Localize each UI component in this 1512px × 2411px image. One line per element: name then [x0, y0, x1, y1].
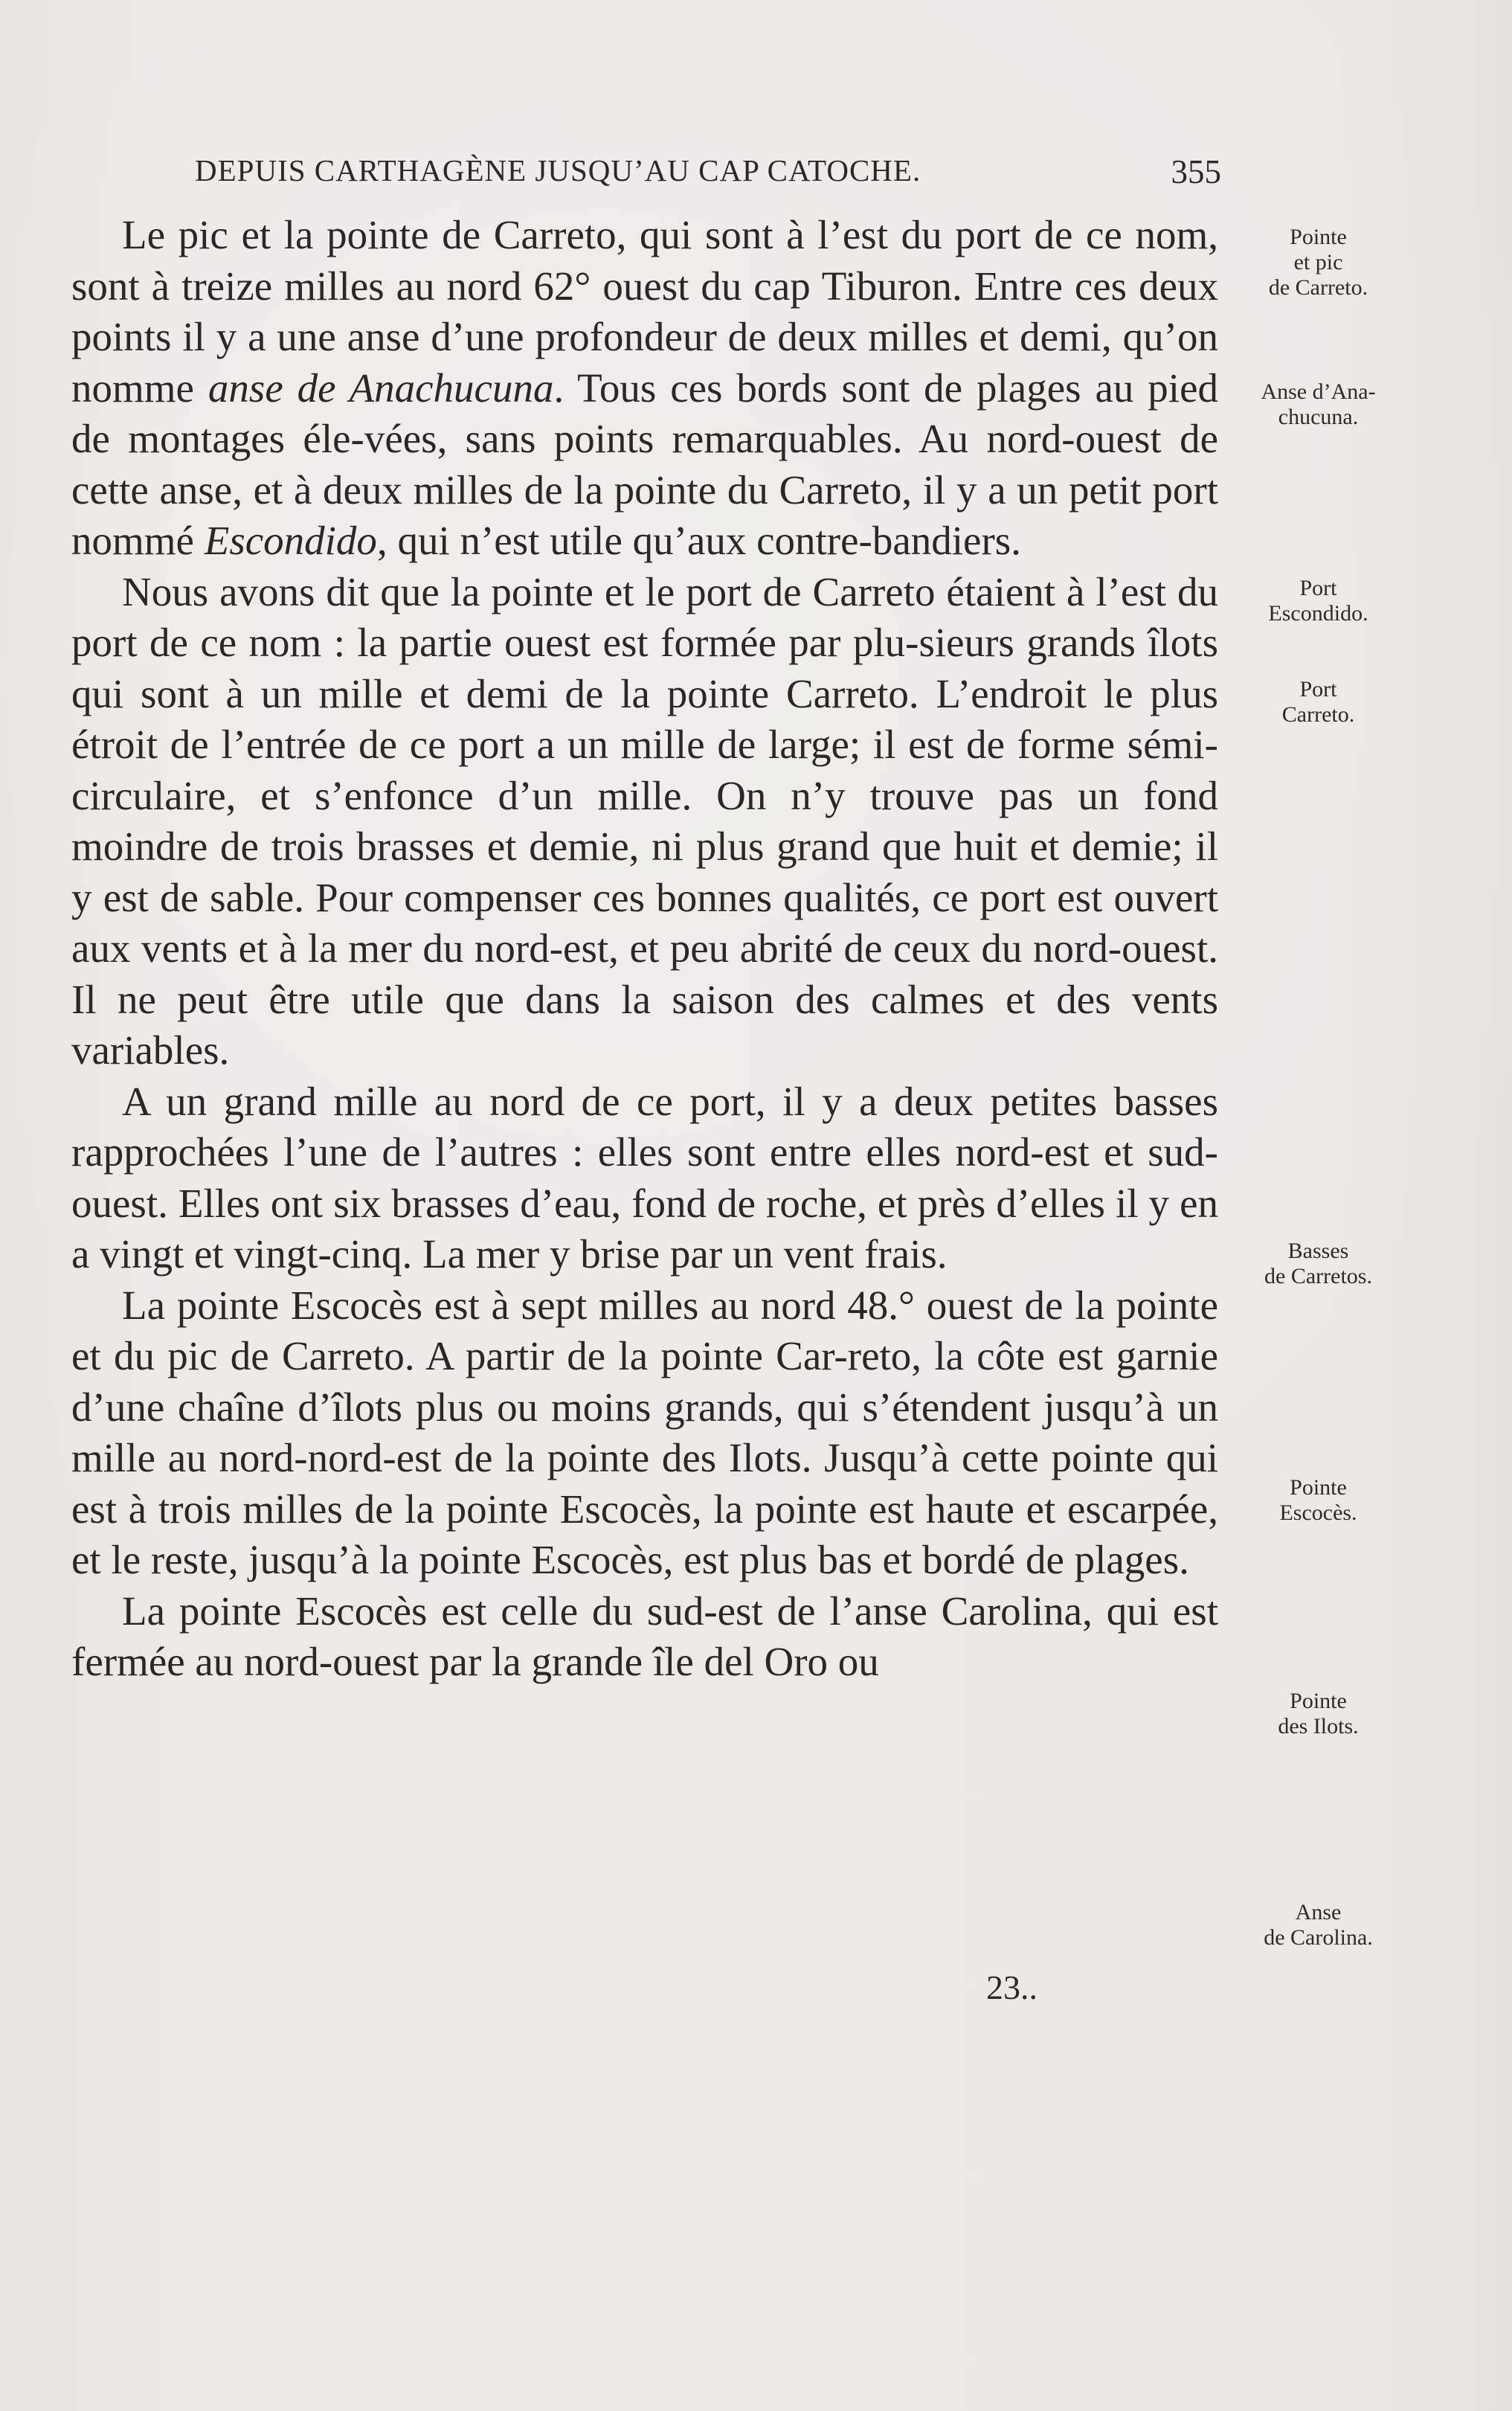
- paragraph-carreto-shoals: A un grand mille au nord de ce port, il y a deux petites basses rapprochées l’une de l’autres : elles sont entre elles nord-est et sud-ouest. Elles ont six brasses d’eau, fond de roche, et près d’elles il y en a vingt et vingt-cinq. La mer y brise par un vent frais.: [71, 1078, 1218, 1277]
- paragraph-carreto-point-end: , qui n’est utile qu’aux contre-bandiers.: [376, 518, 1021, 563]
- escondido-italic: Escondido: [204, 518, 377, 563]
- paragraph-carreto-point-middle: . Tous ces bords sont de plages au pied de montages éle-vées, sans points remarquables. Au nord-ouest de cette anse, et à deux milles de la pointe du Carreto, il y a un petit port nommé: [71, 365, 1219, 563]
- paragraph-carreto-point-text: Le pic et la pointe de Carreto, qui sont à l’est du port de ce nom, sont à treize milles au nord 62° ouest du cap Tiburon. Entre ces deux points il y a une anse d’une profondeur de deux milles et demi, qu’on nomme: [71, 212, 1218, 411]
- marginal-note-pointe-ilots: Pointe des Ilots.: [1278, 1689, 1359, 1739]
- paragraph-carolina-cove: La pointe Escocès est celle du sud-est de l’anse Carolina, qui est fermée au nord-ouest par la grande île del Oro ou: [71, 1587, 1218, 1684]
- marginal-note-pointe-escoces: Pointe Escocès.: [1279, 1475, 1357, 1525]
- marginal-note-basses-carretos: Basses de Carretos.: [1264, 1239, 1372, 1288]
- marginal-note-port-carreto: Port Carreto.: [1281, 677, 1355, 727]
- main-text-column: [71, 210, 1218, 1688]
- printer-signature-mark: 23..: [986, 1968, 1038, 2006]
- marginal-note-anse-carolina: Anse de Carolina.: [1264, 1900, 1373, 1950]
- running-head: [195, 153, 1221, 197]
- marginal-note-anse-anachucuna: Anse d’Ana- chucuna.: [1261, 379, 1376, 429]
- marginal-note-port-escondido: Port Escondido.: [1268, 576, 1368, 626]
- marginal-note-pointe-pic-carreto: Pointe et pic de Carreto.: [1268, 225, 1368, 300]
- anse-anachucuna-italic: anse de Anachucuna: [208, 365, 554, 411]
- paragraph-carreto-point: [71, 210, 1218, 567]
- running-head-title: DEPUIS CARTHAGÈNE JUSQU’AU CAP CATOCHE.: [195, 153, 921, 187]
- paragraph-carreto-port: Nous avons dit que la pointe et le port de Carreto étaient à l’est du port de ce nom : la partie ouest est formée par plu-sieurs grands îlots qui sont à un mille et demi de la pointe Carreto. L’endroit le plus étroit de l’entrée de ce port a un mille de large; il est de forme sémi-circulaire, et s’enfonce d’un mille. On n’y trouve pas un fond moindre de trois brasses et demie, ni plus grand que huit et demie; il y est de sable. Pour compenser ces bonnes qualités, ce port est ouvert aux vents et à la mer du nord-est, et peu abrité de ceux du nord-ouest. Il ne peut être utile que dans la saison des calmes et des vents variables.: [71, 568, 1218, 1073]
- paragraph-escoces-point: La pointe Escocès est à sept milles au nord 48.° ouest de la pointe et du pic de Carreto. A partir de la pointe Car-reto, la côte est garnie d’une chaîne d’îlots plus ou moins grands, qui s’étendent jusqu’à un mille au nord-nord-est de la pointe des Ilots. Jusqu’à cette pointe qui est à trois milles de la pointe Escocès, la pointe est haute et escarpée, et le reste, jusqu’à la pointe Escocès, est plus bas et bordé de plages.: [71, 1282, 1218, 1582]
- page-number: 355: [1171, 153, 1221, 190]
